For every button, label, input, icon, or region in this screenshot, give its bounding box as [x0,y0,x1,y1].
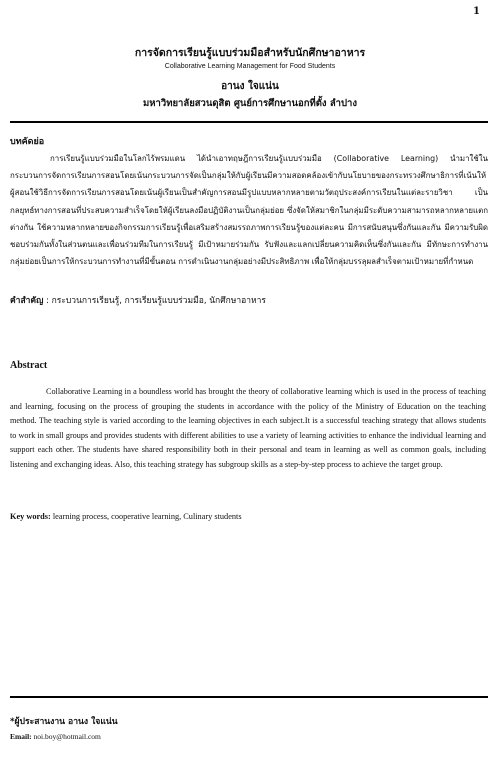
author-name: อานง ใจแน่น [221,81,279,92]
english-keywords [10,512,242,521]
paper-title-thai: การจัดการเรียนรู้แบบร่วมมือสำหรับนักศึกษาอาหาร [134,47,366,59]
corresponding-email [10,732,101,741]
top-divider [10,121,488,123]
thai-keywords-label: คำสำคัญ [10,296,44,306]
footer-divider [10,696,488,698]
thai-abstract-body: การเรียนรู้แบบร่วมมือในโลกไร้พรมแดน ได้นำเอาทฤษฎีการเรียนรู้แบบร่วมมือ (Collaborative Learning) นำมาใช้ในกระบวนการจัดการเรียนการสอนโดยเน้นกระบวนการจัดเป็นกลุ่มให้กับผู้เรียนมีความสอดคล้องเข้ากับนโยบายของกระทรวงศึกษาธิการที่เน้นให้ผู้สอนใช้วิธีการจัดการเรียนการสอนโดยเน้นผู้เรียนเป็นสำคัญการสอนมีรูปแบบหลากหลายตามวัตถุประสงค์การเรียนในแต่ละรายวิชา เป็นกลยุทธ์ทางการสอนที่ประสบความสำเร็จโดยให้ผู้เรียนลงมือปฏิบัติงานเป็นกลุ่มย่อย ซึ่งจัดให้สมาชิกในกลุ่มมีระดับความสามารถหลากหลายแตกต่างกัน ใช้ความหลากหลายของกิจกรรมการเรียนรู้เพื่อเสริมสร้างสมรรถภาพการเรียนรู้ของแต่ละคน มีการสนับสนุนซึ่งกันและกัน มีความรับผิดชอบร่วมกันทั้งในส่วนตนและเพื่อนร่วมทีมในการเรียนรู้ มีเป้าหมายร่วมกัน รับฟังและแลกเปลี่ยนความคิดเห็นซึ่งกันและกัน มีทักษะการทำงานกลุ่มย่อยเป็นการให้กระบวนการทำงานที่มีขั้นตอน การดำเนินงานกลุ่มอย่างมีประสิทธิภาพ เพื่อให้กลุ่มบรรลุผลสำเร็จตามเป้าหมายที่กำหนด [10,154,488,267]
english-abstract-body: Collaborative Learning in a boundless world has brought the theory of collaborative learning which is used in the process of teaching and learning, focusing on the process of grouping the students in accordance with the policy of the Ministry of Education on the teaching method. The teaching style is varied according to the learning objectives in each subject.It is a successful teaching strategy that allows students to work in small groups and provides students with different abilities to use a variety of learning activities to enhance the individual learning and support each other. The students have shared responsibility both in their personal and team in learning as well as common goals, including listening and exchanging ideas. Also, this teaching strategy has subgroup skills as a step-by-step process to achieve the target group. [10,387,486,469]
author-affiliation: มหาวิทยาลัยสวนดุสิต ศูนย์การศึกษานอกที่ตั้ง ลำปาง [143,98,357,109]
english-keywords-label: Key words: [10,512,51,521]
corresponding-author-note: *ผู้ประสานงาน อานง ใจแน่น [10,717,118,727]
thai-abstract-heading: บทคัดย่อ [10,137,45,147]
page-number: 1 [473,6,480,17]
email-address: noi.boy@hotmail.com [31,732,101,741]
english-abstract-heading: Abstract [10,360,48,371]
thai-keywords-text: : กระบวนการเรียนรู้, การเรียนรู้แบบร่วมมือ, นักศึกษาอาหาร [43,296,266,306]
email-label: Email: [10,732,32,741]
thai-keywords [10,293,488,307]
english-keywords-text: learning process, cooperative learning, Culinary students [50,512,242,521]
paper-title-english: Collaborative Learning Management for Food Students [164,63,336,70]
